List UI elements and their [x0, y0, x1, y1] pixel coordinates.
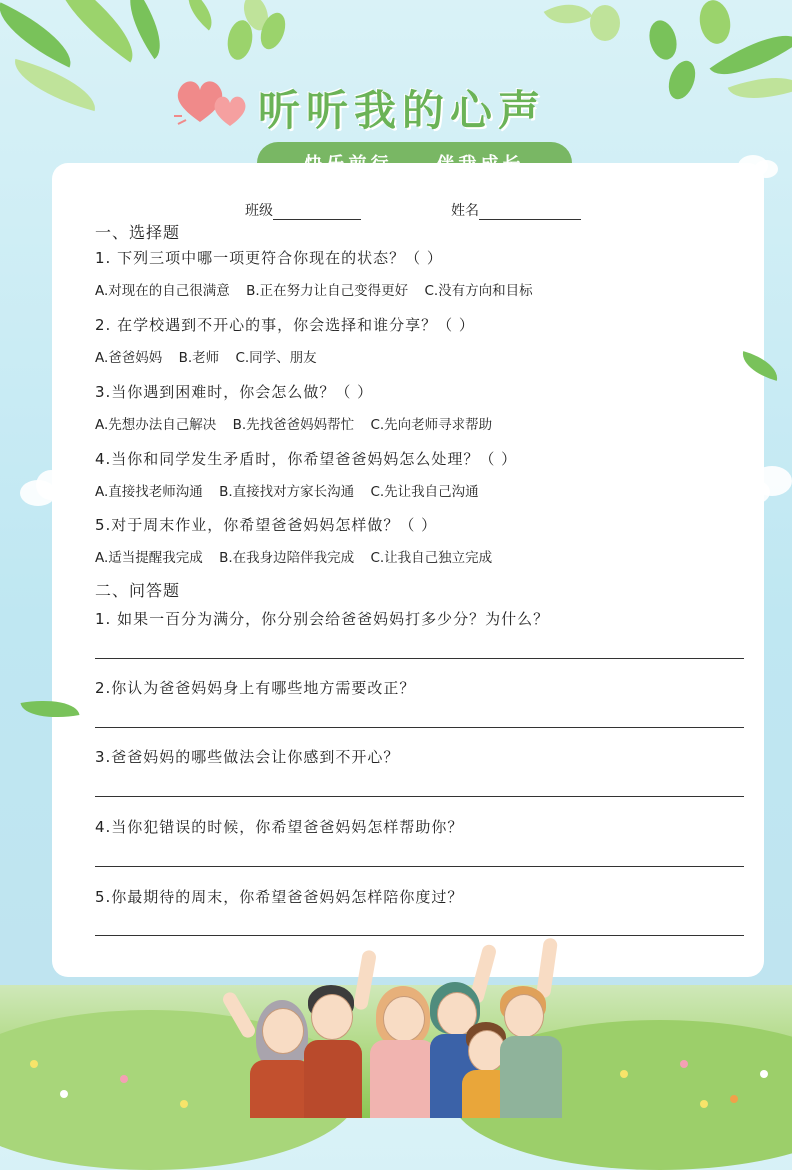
answer-line-2[interactable]	[95, 727, 744, 728]
option-b: B.正在努力让自己变得更好	[246, 283, 409, 299]
option-a: A.适当提醒我完成	[95, 550, 203, 566]
mc-options-3	[95, 413, 504, 433]
section1-heading: 一、选择题	[95, 223, 181, 242]
option-c: C.同学、朋友	[235, 350, 317, 366]
option-b: B.直接找对方家长沟通	[219, 484, 355, 500]
mc-question-1: 1. 下列三项中哪一项更符合你现在的状态？（ ）	[95, 249, 443, 267]
answer-line-4[interactable]	[95, 866, 744, 867]
option-b: B.老师	[178, 350, 220, 366]
option-c: C.让我自己独立完成	[370, 550, 493, 566]
open-question-1: 1. 如果一百分为满分，你分别会给爸爸妈妈打多少分？为什么？	[95, 610, 550, 628]
open-question-3: 3.爸爸妈妈的哪些做法会让你感到不开心？	[95, 748, 400, 766]
option-c: C.先让我自己沟通	[370, 484, 479, 500]
option-c: C.没有方向和目标	[424, 283, 533, 299]
open-question-4: 4.当你犯错误的时候，你希望爸爸妈妈怎样帮助你？	[95, 818, 464, 836]
answer-line-3[interactable]	[95, 796, 744, 797]
mc-question-4: 4.当你和同学发生矛盾时，你希望爸爸妈妈怎么处理？（ ）	[95, 450, 518, 468]
class-field	[245, 200, 361, 220]
name-label: 姓名	[451, 203, 479, 219]
name-line[interactable]	[479, 203, 581, 220]
mc-options-4	[95, 480, 491, 500]
option-b: B.在我身边陪伴我完成	[219, 550, 355, 566]
mc-question-2: 2. 在学校遇到不开心的事，你会选择和谁分享？（ ）	[95, 316, 475, 334]
class-label: 班级	[245, 203, 273, 219]
option-b: B.先找爸爸妈妈帮忙	[232, 417, 355, 433]
open-question-2: 2.你认为爸爸妈妈身上有哪些地方需要改正？	[95, 679, 416, 697]
hearts-icon	[172, 72, 262, 132]
mc-options-5	[95, 546, 504, 566]
option-a: A.爸爸妈妈	[95, 350, 163, 366]
open-question-5: 5.你最期待的周末，你希望爸爸妈妈怎样陪你度过？	[95, 888, 464, 906]
section2-heading: 二、问答题	[95, 581, 181, 600]
page-title: 听听我的心声	[258, 86, 547, 135]
option-a: A.先想办法自己解决	[95, 417, 217, 433]
option-a: A.直接找老师沟通	[95, 484, 203, 500]
option-a: A.对现在的自己很满意	[95, 283, 230, 299]
mc-options-1	[95, 279, 545, 299]
class-line[interactable]	[273, 203, 361, 220]
mc-question-3: 3.当你遇到困难时，你会怎么做？（ ）	[95, 383, 374, 401]
mc-question-5: 5.对于周末作业，你希望爸爸妈妈怎样做？（ ）	[95, 516, 438, 534]
answer-line-1[interactable]	[95, 658, 744, 659]
name-field	[451, 200, 581, 220]
answer-line-5[interactable]	[95, 935, 744, 936]
mc-options-2	[95, 346, 329, 366]
option-c: C.先向老师寻求帮助	[370, 417, 493, 433]
